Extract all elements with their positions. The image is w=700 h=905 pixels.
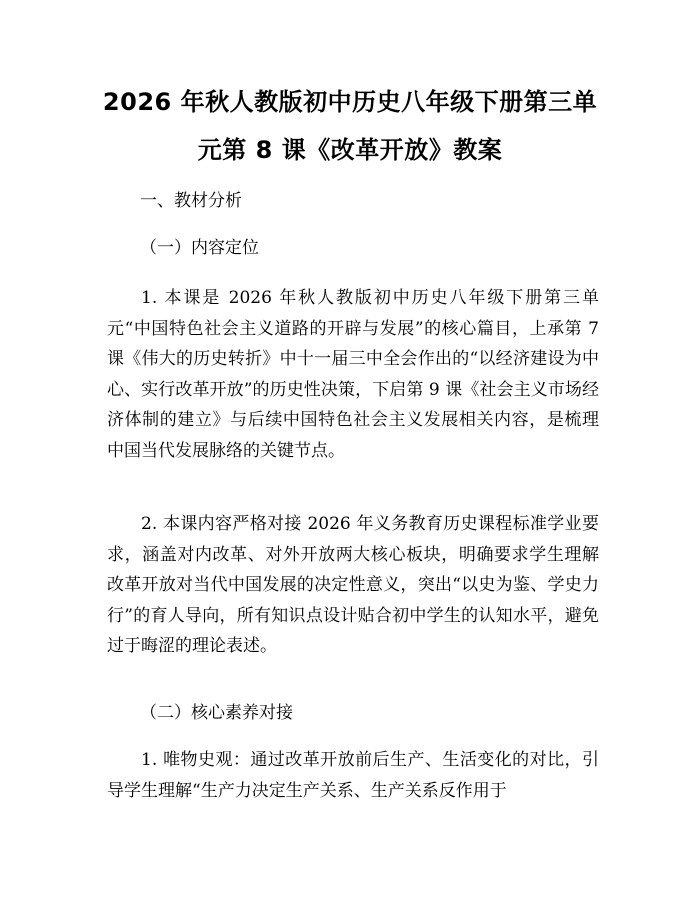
document-title-line-1: 2026 年秋人教版初中历史八年级下册第三单 <box>102 88 598 116</box>
paragraph-content-positioning-2: 2. 本课内容严格对接 2026 年义务教育历史课程标准学业要求，涵盖对内改革、对外开放两大核心板块，明确要求学生理解改革开放对当代中国发展的决定性意义，突出“以史为鉴、学史力行”的育人导向，所有知识点设计贴合初中学生的认知水平，避免过于晦涩的理论表述。 <box>107 514 599 657</box>
paragraph-core-literacy-1: 1. 唯物史观：通过改革开放前后生产、生活变化的对比，引导学生理解“生产力决定生产关系、生产关系反作用于 <box>107 750 599 801</box>
subsection-heading-core-literacy: （二）核心素养对接 <box>140 703 293 723</box>
section-heading-textbook-analysis: 一、教材分析 <box>140 191 242 211</box>
paragraph-content-positioning-1: 1. 本课是 2026 年秋人教版初中历史八年级下册第三单元“中国特色社会主义道路的开辟与发展”的核心篇目，上承第 7 课《伟大的历史转折》中十一届三中全会作出的“以经济建设为中心、实行改革开放”的历史性决策，下启第 9 课《社会主义市场经济体制的建立》与后续中国特色社会主义发展相关内容，是梳理中国当代发展脉络的关键节点。 <box>107 288 599 461</box>
subsection-heading-content-positioning: （一）内容定位 <box>140 238 259 258</box>
document-title-line-2: 元第 8 课《改革开放》教案 <box>197 136 503 164</box>
